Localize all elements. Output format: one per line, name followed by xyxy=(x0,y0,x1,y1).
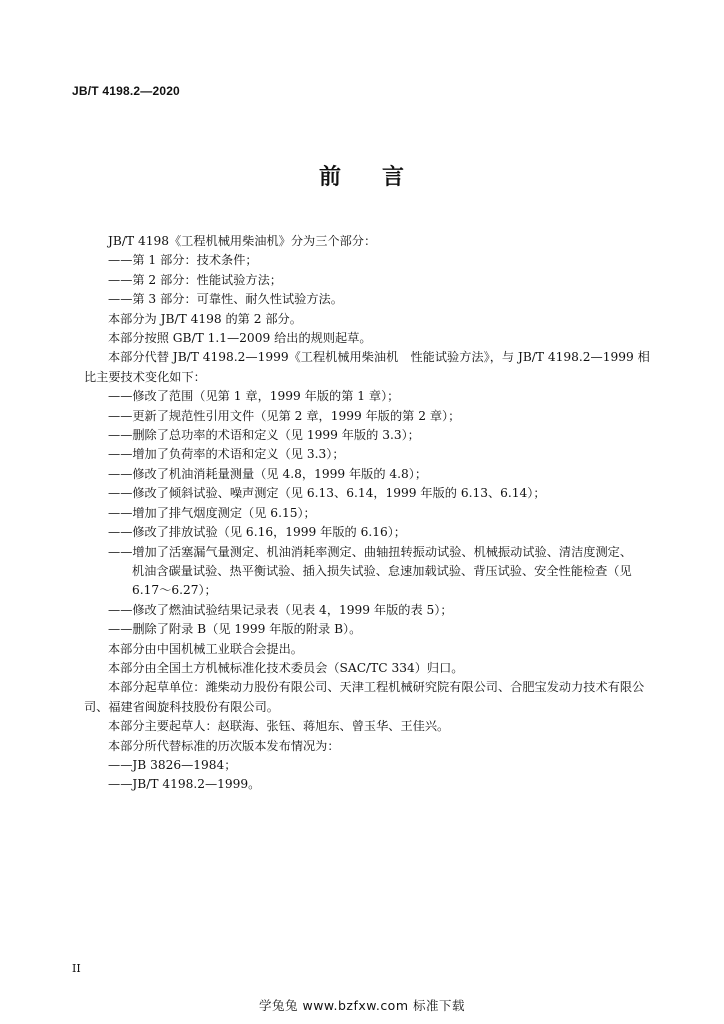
drafters: 本部分主要起草人：赵联海、张钰、蒋旭东、曾玉华、王佳兴。 xyxy=(108,719,450,734)
part-1-item: ——第 1 部分：技术条件； xyxy=(108,253,258,268)
history-item: ——JB 3826—1984； xyxy=(108,757,237,772)
proposer-statement: 本部分由中国机械工业联合会提出。 xyxy=(108,641,303,656)
part-statement: 本部分为 JB/T 4198 的第 2 部分。 xyxy=(108,311,302,326)
title-char-1: 前 xyxy=(318,165,342,190)
change-item-line-3: 6.17～6.27）； xyxy=(132,583,217,598)
part-2-item: ——第 2 部分：性能试验方法； xyxy=(108,272,282,287)
change-item: ——修改了燃油试验结果记录表（见表 4，1999 年版的表 5）； xyxy=(108,602,453,617)
change-item: ——删除了附录 B（见 1999 年版的附录 B）。 xyxy=(108,622,362,637)
change-item: ——删除了总功率的术语和定义（见 1999 年版的 3.3）； xyxy=(108,428,420,443)
title-char-2: 言 xyxy=(382,165,406,190)
change-item: ——更新了规范性引用文件（见第 2 章，1999 年版的第 2 章）； xyxy=(108,408,461,423)
change-item: ——修改了范围（见第 1 章，1999 年版的第 1 章）； xyxy=(108,389,400,404)
change-item: ——增加了负荷率的术语和定义（见 3.3）； xyxy=(108,447,345,462)
history-item: ——JB/T 4198.2—1999。 xyxy=(108,777,261,792)
history-intro: 本部分所代替标准的历次版本发布情况为： xyxy=(108,738,340,753)
change-item-line-2: 机油含碳量试验、热平衡试验、插入损失试验、怠速加载试验、背压试验、安全性能检查（见 xyxy=(132,563,632,578)
replacement-statement: 本部分代替 JB/T 4198.2—1999《工程机械用柴油机 性能试验方法》，与 JB/T 4198.2—1999 相比主要技术变化如下： xyxy=(84,350,650,384)
change-item-line-1: ——增加了活塞漏气量测定、机油消耗率测定、曲轴扭转振动试验、机械振动试验、清洁度测定、 xyxy=(108,544,633,559)
part-3-item: ——第 3 部分：可靠性、耐久性试验方法。 xyxy=(108,292,343,307)
change-item: ——修改了机油消耗量测量（见 4.8，1999 年版的 4.8）； xyxy=(108,466,428,481)
foreword-body xyxy=(84,232,659,795)
page-title xyxy=(0,160,724,191)
standard-code-header: JB/T 4198.2—2020 xyxy=(72,84,180,98)
change-item: ——增加了排气烟度测定（见 6.15）； xyxy=(108,505,316,520)
change-item: ——修改了倾斜试验、噪声测定（见 6.13、6.14，1999 年版的 6.13、6.14）； xyxy=(108,486,546,501)
drafting-units: 本部分起草单位：潍柴动力股份有限公司、天津工程机械研究院有限公司、合肥宝发动力技术有限公司、福建省闽旋科技股份有限公司。 xyxy=(84,680,645,714)
parts-intro: JB/T 4198《工程机械用柴油机》分为三个部分： xyxy=(108,234,377,248)
page-number: II xyxy=(72,962,81,975)
committee-statement: 本部分由全国土方机械标准化技术委员会（SAC/TC 334）归口。 xyxy=(108,660,464,675)
change-item-multiline xyxy=(84,543,659,601)
change-item: ——修改了排放试验（见 6.16，1999 年版的 6.16）； xyxy=(108,525,406,540)
drafting-rules: 本部分按照 GB/T 1.1—2009 给出的规则起草。 xyxy=(108,331,372,346)
watermark-text: 学兔兔 www.bzfxw.com 标准下载 xyxy=(259,998,465,1013)
